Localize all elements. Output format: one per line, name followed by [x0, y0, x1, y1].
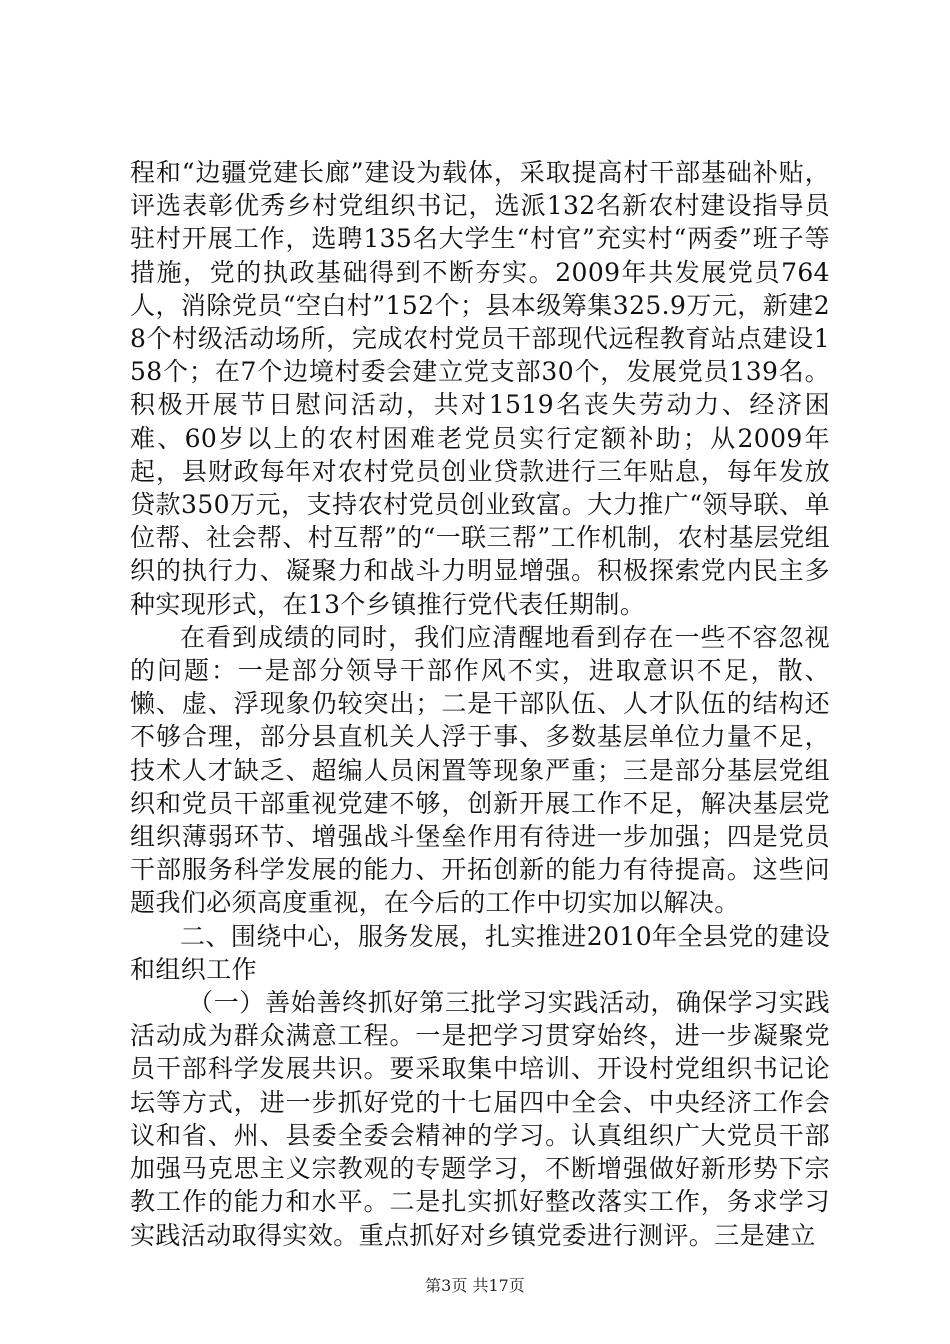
section-heading-two: 二、围绕中心，服务发展，扎实推进2010年全县党的建设和组织工作: [130, 921, 830, 984]
paragraph-achievements-continued: 程和“边疆党建长廊”建设为载体，采取提高村干部基础补贴，评选表彰优秀乡村党组织书记，选派132名新农村建设指导员驻村开展工作，选聘135名大学生“村官”充实村“两委”班子等措施，党的执政基础得到不断夯实。2009年共发展党员764人，消除党员“空白村”152个；县本级筹集325.9万元，新建28个村级活动场所，完成农村党员干部现代远程教育站点建设158个；在7个边境村委会建立党支部30个，发展党员139名。积极开展节日慰问活动，共对1519名丧失劳动力、经济困难、60岁以上的农村困难老党员实行定额补助；从2009年起，县财政每年对农村党员创业贷款进行三年贴息，每年发放贷款350万元，支持农村党员创业致富。大力推广“领导联、单位帮、社会帮、村互帮”的“一联三帮”工作机制，农村基层党组织的执行力、凝聚力和战斗力明显增强。积极探索党内民主多种实现形式，在13个乡镇推行党代表任期制。: [130, 158, 830, 619]
document-body: [130, 156, 830, 1252]
paragraph-problems: 在看到成绩的同时，我们应清醒地看到存在一些不容忽视的问题：一是部分领导干部作风不实，进取意识不足，散、懒、虚、浮现象仍较突出；二是干部队伍、人才队伍的结构还不够合理，部分县直机关人浮于事、多数基层单位力量不足，技术人才缺乏、超编人员闲置等现象严重；三是部分基层党组织和党员干部重视党建不够，创新开展工作不足，解决基层党组织薄弱环节、增强战斗堡垒作用有待进一步加强；四是党员干部服务科学发展的能力、开拓创新的能力有待提高。这些问题我们必须高度重视，在今后的工作中切实加以解决。: [130, 622, 830, 918]
paragraph-study-practice: （一）善始善终抓好第三批学习实践活动，确保学习实践活动成为群众满意工程。一是把学习贯穿始终，进一步凝聚党员干部科学发展共识。要采取集中培训、开设村党组织书记论坛等方式，进一步抓好党的十七届四中全会、中央经济工作会议和省、州、县委全委会精神的学习。认真组织广大党员干部加强马克思主义宗教观的专题学习，不断增强做好新形势下宗教工作的能力和水平。二是扎实抓好整改落实工作，务求学习实践活动取得实效。重点抓好对乡镇党委进行测评。三是建立: [130, 988, 830, 1250]
page-footer: 第3页 共17页: [425, 1276, 525, 1295]
